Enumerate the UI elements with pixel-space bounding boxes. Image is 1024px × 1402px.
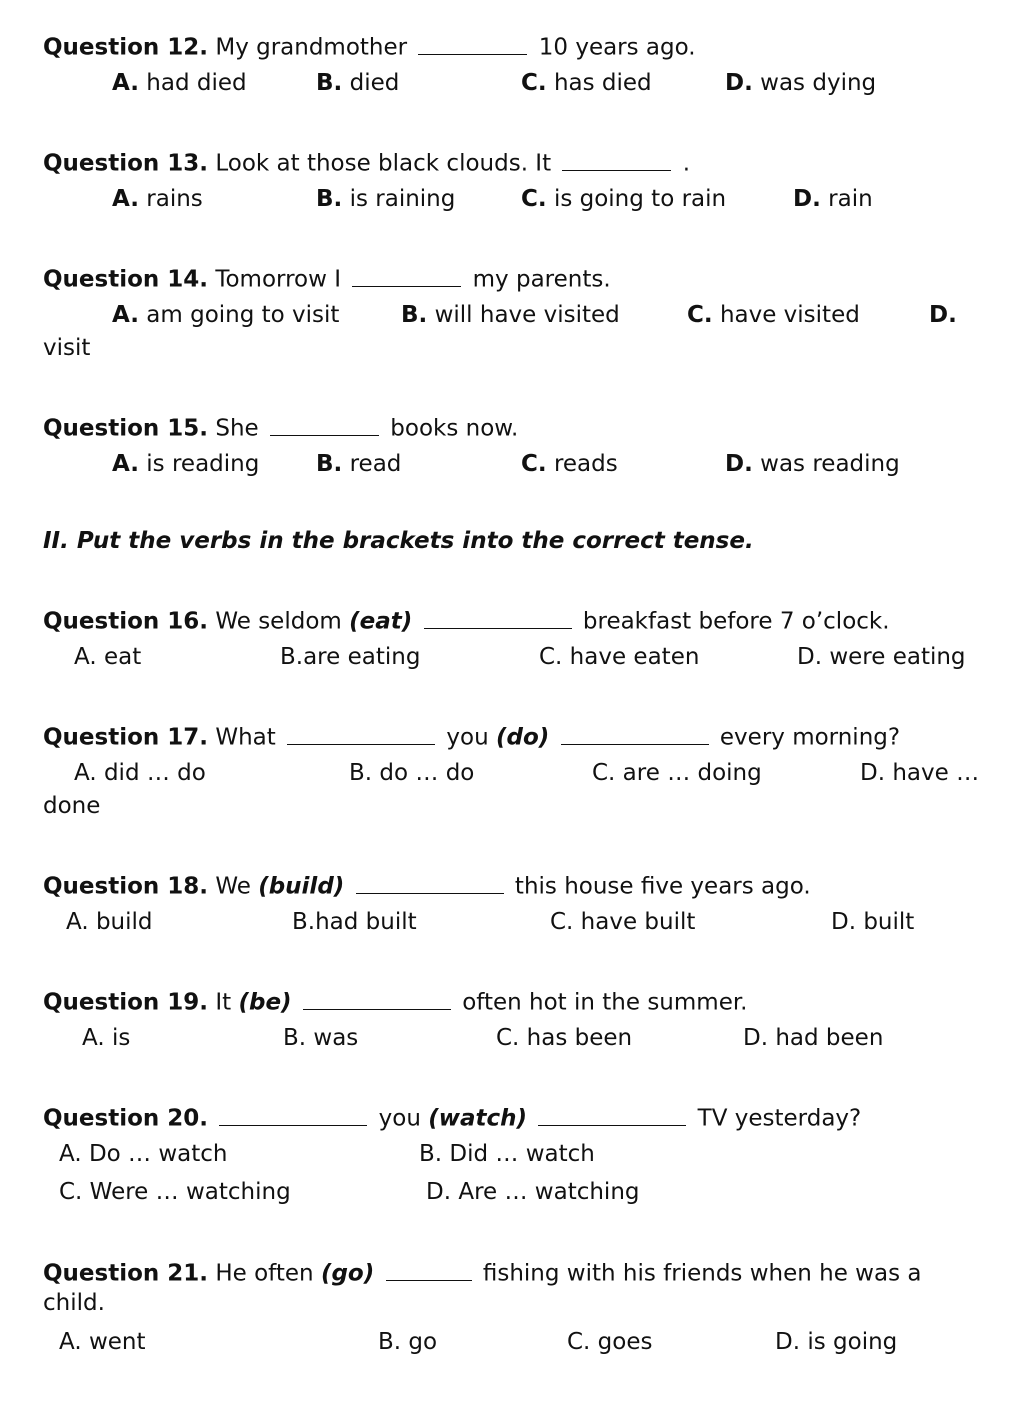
- option-b: B.had built: [292, 909, 417, 935]
- question-label: Question 18.: [43, 873, 209, 900]
- answer-blank: [352, 265, 461, 287]
- option-b: B. read: [316, 451, 402, 477]
- question-12-stem: Question 12. My grandmother 10 years ago.: [43, 34, 696, 61]
- question-21-stem-continued: child.: [43, 1290, 105, 1316]
- option-b: B. is raining: [316, 186, 456, 212]
- answer-blank: [386, 1259, 472, 1281]
- answer-blank: [219, 1104, 367, 1126]
- option-d: D. was reading: [725, 451, 900, 477]
- verb-hint: (eat): [349, 608, 413, 635]
- option-d-letter: D.: [929, 302, 957, 328]
- option-b: B. go: [378, 1329, 438, 1355]
- question-16-stem: Question 16. We seldom (eat) breakfast before 7 o’clock.: [43, 608, 890, 635]
- option-a: A. am going to visit: [112, 302, 340, 328]
- option-d: D. is going: [775, 1329, 898, 1355]
- verb-hint: (build): [258, 873, 345, 900]
- option-a: A. did … do: [74, 760, 206, 786]
- option-a: A. had died: [112, 70, 247, 96]
- answer-blank: [418, 33, 527, 55]
- option-c: C. has died: [521, 70, 652, 96]
- question-13-stem: Question 13. Look at those black clouds. It .: [43, 150, 691, 177]
- question-21-stem: Question 21. He often (go) fishing with his friends when he was a: [43, 1260, 922, 1287]
- option-d: D. have …: [860, 760, 980, 786]
- option-b: B. died: [316, 70, 400, 96]
- option-c: C. is going to rain: [521, 186, 727, 212]
- answer-blank: [356, 872, 504, 894]
- verb-hint: (do): [495, 724, 550, 751]
- question-14-stem: Question 14. Tomorrow I my parents.: [43, 266, 611, 293]
- option-b: B. Did … watch: [419, 1141, 595, 1167]
- answer-blank: [562, 149, 671, 171]
- option-c: C. are … doing: [592, 760, 762, 786]
- answer-blank: [561, 723, 709, 745]
- option-d: D. rain: [793, 186, 873, 212]
- option-c: C. Were … watching: [59, 1179, 291, 1205]
- option-c: C. have built: [550, 909, 696, 935]
- option-d: D. was dying: [725, 70, 877, 96]
- question-label: Question 12.: [43, 34, 209, 61]
- option-d: D. had been: [743, 1025, 884, 1051]
- verb-hint: (be): [238, 989, 292, 1016]
- option-d: D. Are … watching: [426, 1179, 640, 1205]
- question-label: Question 16.: [43, 608, 209, 635]
- answer-blank: [303, 988, 451, 1010]
- question-20-stem: Question 20. you (watch) TV yesterday?: [43, 1105, 862, 1132]
- question-label: Question 13.: [43, 150, 209, 177]
- question-label: Question 15.: [43, 415, 209, 442]
- answer-blank: [424, 607, 572, 629]
- option-d-text: visit: [43, 335, 91, 361]
- option-b: B. do … do: [349, 760, 475, 786]
- option-a: A. build: [66, 909, 153, 935]
- option-c: C. have eaten: [539, 644, 700, 670]
- option-c: C. have visited: [687, 302, 860, 328]
- question-15-stem: Question 15. She books now.: [43, 415, 519, 442]
- question-label: Question 20.: [43, 1105, 209, 1132]
- option-a: A. went: [59, 1329, 146, 1355]
- option-a: A. is reading: [112, 451, 260, 477]
- option-c: C. reads: [521, 451, 618, 477]
- option-b: B.are eating: [280, 644, 421, 670]
- option-a: A. eat: [74, 644, 142, 670]
- option-d-continued: done: [43, 793, 101, 819]
- option-c: C. has been: [496, 1025, 633, 1051]
- option-d: D. were eating: [797, 644, 966, 670]
- question-label: Question 19.: [43, 989, 209, 1016]
- question-label: Question 21.: [43, 1260, 209, 1287]
- option-b: B. was: [283, 1025, 359, 1051]
- answer-blank: [287, 723, 435, 745]
- question-label: Question 14.: [43, 266, 209, 293]
- section-heading: II. Put the verbs in the brackets into the correct tense.: [43, 528, 754, 554]
- question-18-stem: Question 18. We (build) this house five years ago.: [43, 873, 811, 900]
- option-c: C. goes: [567, 1329, 653, 1355]
- option-a: A. rains: [112, 186, 203, 212]
- answer-blank: [270, 414, 379, 436]
- question-17-stem: Question 17. What you (do) every morning?: [43, 724, 901, 751]
- verb-hint: (go): [320, 1260, 375, 1287]
- verb-hint: (watch): [428, 1105, 528, 1132]
- question-19-stem: Question 19. It (be) often hot in the summer.: [43, 989, 748, 1016]
- option-a: A. Do … watch: [59, 1141, 228, 1167]
- option-a: A. is: [82, 1025, 131, 1051]
- option-b: B. will have visited: [401, 302, 620, 328]
- answer-blank: [538, 1104, 686, 1126]
- question-label: Question 17.: [43, 724, 209, 751]
- option-d: D. built: [831, 909, 915, 935]
